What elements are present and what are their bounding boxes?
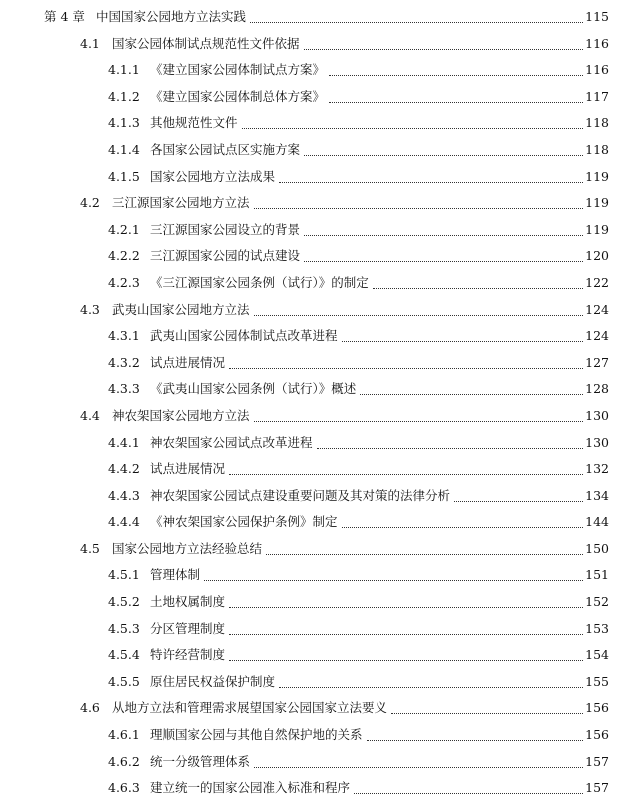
toc-number: 4.5.2	[108, 594, 140, 610]
toc-page-number: 154	[585, 647, 609, 663]
toc-title: 建立统一的国家公园准入标准和程序	[150, 780, 351, 796]
toc-number: 4.5.1	[108, 567, 140, 583]
toc-title: 国家公园地方立法经验总结	[112, 540, 263, 556]
toc-title: 《建立国家公园体制总体方案》	[150, 88, 326, 104]
toc-subsection-4-4-2[interactable]	[0, 456, 631, 483]
toc-chapter-4[interactable]	[0, 4, 631, 31]
toc-number: 4.3	[80, 301, 100, 317]
toc-title: 国家公园地方立法成果	[150, 168, 276, 184]
toc-number: 4.4.2	[108, 461, 140, 477]
toc-title: 《建立国家公园体制试点方案》	[150, 62, 326, 78]
dot-leader	[304, 243, 583, 262]
toc-subsection-4-5-5[interactable]	[0, 669, 631, 696]
toc-title: 分区管理制度	[150, 620, 226, 636]
dot-leader	[329, 84, 583, 103]
toc-number: 4.2.2	[108, 248, 140, 264]
dot-leader	[304, 137, 583, 156]
toc-number: 4.1.5	[108, 168, 140, 184]
toc-subsection-4-2-2[interactable]	[0, 243, 631, 270]
dot-leader	[304, 217, 583, 236]
toc-subsection-4-3-2[interactable]	[0, 350, 631, 377]
toc-title: 武夷山国家公园体制试点改革进程	[150, 328, 338, 344]
dot-leader	[242, 110, 583, 129]
toc-title: 从地方立法和管理需求展望国家公园国家立法要义	[112, 700, 388, 716]
toc-title: 国家公园体制试点规范性文件依据	[112, 35, 300, 51]
toc-section-4-6[interactable]	[0, 695, 631, 722]
toc-title: 特许经营制度	[150, 647, 226, 663]
toc-page-number: 119	[585, 168, 609, 184]
toc-title: 武夷山国家公园地方立法	[112, 301, 250, 317]
toc-title: 神农架国家公园地方立法	[112, 407, 250, 423]
toc-number: 4.2	[80, 195, 100, 211]
dot-leader	[254, 749, 583, 768]
toc-subsection-4-5-1[interactable]	[0, 562, 631, 589]
toc-page-number: 118	[585, 141, 609, 157]
dot-leader	[229, 456, 583, 475]
dot-leader	[329, 57, 583, 76]
toc-title: 其他规范性文件	[150, 115, 238, 131]
toc-subsection-4-4-4[interactable]	[0, 509, 631, 536]
toc-title: 《神农架国家公园保护条例》制定	[150, 514, 338, 530]
toc-page-number: 132	[585, 461, 609, 477]
toc-title: 三江源国家公园的试点建设	[150, 248, 301, 264]
toc-subsection-4-1-4[interactable]	[0, 137, 631, 164]
toc-title: 《武夷山国家公园条例（试行）》概述	[150, 381, 357, 397]
dot-leader	[279, 164, 583, 183]
dot-leader	[204, 562, 583, 581]
toc-section-4-1[interactable]	[0, 31, 631, 58]
toc-page-number: 155	[585, 673, 609, 689]
toc-title: 中国国家公园地方立法实践	[96, 9, 247, 24]
dot-leader	[373, 270, 583, 289]
dot-leader	[254, 297, 583, 316]
toc-number: 4.1	[80, 35, 100, 51]
toc-number: 第 4 章	[44, 9, 85, 24]
toc-number: 4.1.2	[108, 88, 140, 104]
toc-subsection-4-5-4[interactable]	[0, 642, 631, 669]
dot-leader	[250, 4, 583, 23]
dot-leader	[360, 376, 583, 395]
toc-number: 4.1.4	[108, 141, 140, 157]
toc-number: 4.5.4	[108, 647, 140, 663]
toc-page-number: 150	[585, 540, 609, 556]
toc-number: 4.4.1	[108, 434, 140, 450]
toc-page-number: 130	[585, 434, 609, 450]
toc-page-number: 120	[585, 248, 609, 264]
toc-number: 4.4.3	[108, 487, 140, 503]
toc-number: 4.6.3	[108, 780, 140, 796]
toc-title: 各国家公园试点区实施方案	[150, 141, 301, 157]
dot-leader	[254, 190, 583, 209]
toc-number: 4.6	[80, 700, 100, 716]
toc-page-number: 128	[585, 381, 609, 397]
toc-page-number: 152	[585, 594, 609, 610]
toc-title: 三江源国家公园地方立法	[112, 195, 250, 211]
toc-number: 4.3.2	[108, 354, 140, 370]
dot-leader	[367, 722, 583, 741]
dot-leader	[454, 483, 583, 502]
toc-subsection-4-1-3[interactable]	[0, 110, 631, 137]
toc-subsection-4-4-3[interactable]	[0, 483, 631, 510]
toc-section-4-4[interactable]	[0, 403, 631, 430]
toc-number: 4.5.5	[108, 673, 140, 689]
toc-page-number: 156	[585, 727, 609, 743]
toc-page-number: 119	[585, 195, 609, 211]
dot-leader	[229, 642, 583, 661]
toc-title: 试点进展情况	[150, 354, 226, 370]
toc-subsection-4-5-3[interactable]	[0, 616, 631, 643]
dot-leader	[266, 536, 583, 555]
toc-title: 土地权属制度	[150, 594, 226, 610]
toc-section-4-5[interactable]	[0, 536, 631, 563]
toc-number: 4.3.3	[108, 381, 140, 397]
toc-page-number: 157	[585, 753, 609, 769]
toc-number: 4.5.3	[108, 620, 140, 636]
toc-page-number: 115	[585, 9, 609, 24]
dot-leader	[317, 430, 583, 449]
dot-leader	[354, 775, 583, 794]
toc-page-number: 118	[585, 115, 609, 131]
toc-number: 4.6.2	[108, 753, 140, 769]
dot-leader	[229, 350, 583, 369]
toc-subsection-4-6-3[interactable]	[0, 775, 631, 802]
dot-leader	[342, 323, 583, 342]
toc-subsection-4-6-1[interactable]	[0, 722, 631, 749]
toc-subsection-4-3-1[interactable]	[0, 323, 631, 350]
toc-page-number: 124	[585, 301, 609, 317]
toc-subsection-4-1-5[interactable]	[0, 164, 631, 191]
toc-page-number: 117	[585, 88, 609, 104]
toc-page-number: 151	[585, 567, 609, 583]
toc-title: 三江源国家公园设立的背景	[150, 221, 301, 237]
toc-page-number: 156	[585, 700, 609, 716]
toc-title: 试点进展情况	[150, 461, 226, 477]
toc-page-number: 127	[585, 354, 609, 370]
toc-subsection-4-2-3[interactable]	[0, 270, 631, 297]
toc-page-number: 130	[585, 407, 609, 423]
dot-leader	[391, 695, 583, 714]
toc-number: 4.6.1	[108, 727, 140, 743]
toc-page-number: 134	[585, 487, 609, 503]
dot-leader	[254, 403, 583, 422]
toc-title: 原住居民权益保护制度	[150, 673, 276, 689]
toc-title: 神农架国家公园试点建设重要问题及其对策的法律分析	[150, 487, 451, 503]
dot-leader	[229, 589, 583, 608]
toc-page-number: 153	[585, 620, 609, 636]
toc-number: 4.4.4	[108, 514, 140, 530]
toc-subsection-4-3-3[interactable]	[0, 376, 631, 403]
toc-number: 4.2.3	[108, 274, 140, 290]
toc-number: 4.3.1	[108, 328, 140, 344]
toc-subsection-4-5-2[interactable]	[0, 589, 631, 616]
toc-page-number: 144	[585, 514, 609, 530]
toc-page-number: 122	[585, 274, 609, 290]
toc-subsection-4-1-1[interactable]	[0, 57, 631, 84]
toc-page-number: 124	[585, 328, 609, 344]
toc-section-4-2[interactable]	[0, 190, 631, 217]
toc-subsection-4-2-1[interactable]	[0, 217, 631, 244]
dot-leader	[342, 509, 583, 528]
toc-title: 神农架国家公园试点改革进程	[150, 434, 313, 450]
toc-title: 《三江源国家公园条例（试行）》的制定	[150, 274, 369, 290]
toc-subsection-4-6-2[interactable]	[0, 749, 631, 776]
toc-page-number: 119	[585, 221, 609, 237]
toc-page-number: 116	[585, 62, 609, 78]
table-of-contents	[0, 4, 631, 802]
toc-subsection-4-4-1[interactable]	[0, 430, 631, 457]
toc-title: 管理体制	[150, 567, 201, 583]
toc-number: 4.5	[80, 540, 100, 556]
toc-title: 理顺国家公园与其他自然保护地的关系	[150, 727, 363, 743]
toc-number: 4.4	[80, 407, 100, 423]
toc-number: 4.1.1	[108, 62, 140, 78]
toc-subsection-4-1-2[interactable]	[0, 84, 631, 111]
dot-leader	[304, 31, 583, 50]
dot-leader	[279, 669, 583, 688]
dot-leader	[229, 616, 583, 635]
toc-section-4-3[interactable]	[0, 297, 631, 324]
toc-title: 统一分级管理体系	[150, 753, 251, 769]
toc-number: 4.1.3	[108, 115, 140, 131]
toc-page-number: 116	[585, 35, 609, 51]
toc-number: 4.2.1	[108, 221, 140, 237]
toc-page-number: 157	[585, 780, 609, 796]
